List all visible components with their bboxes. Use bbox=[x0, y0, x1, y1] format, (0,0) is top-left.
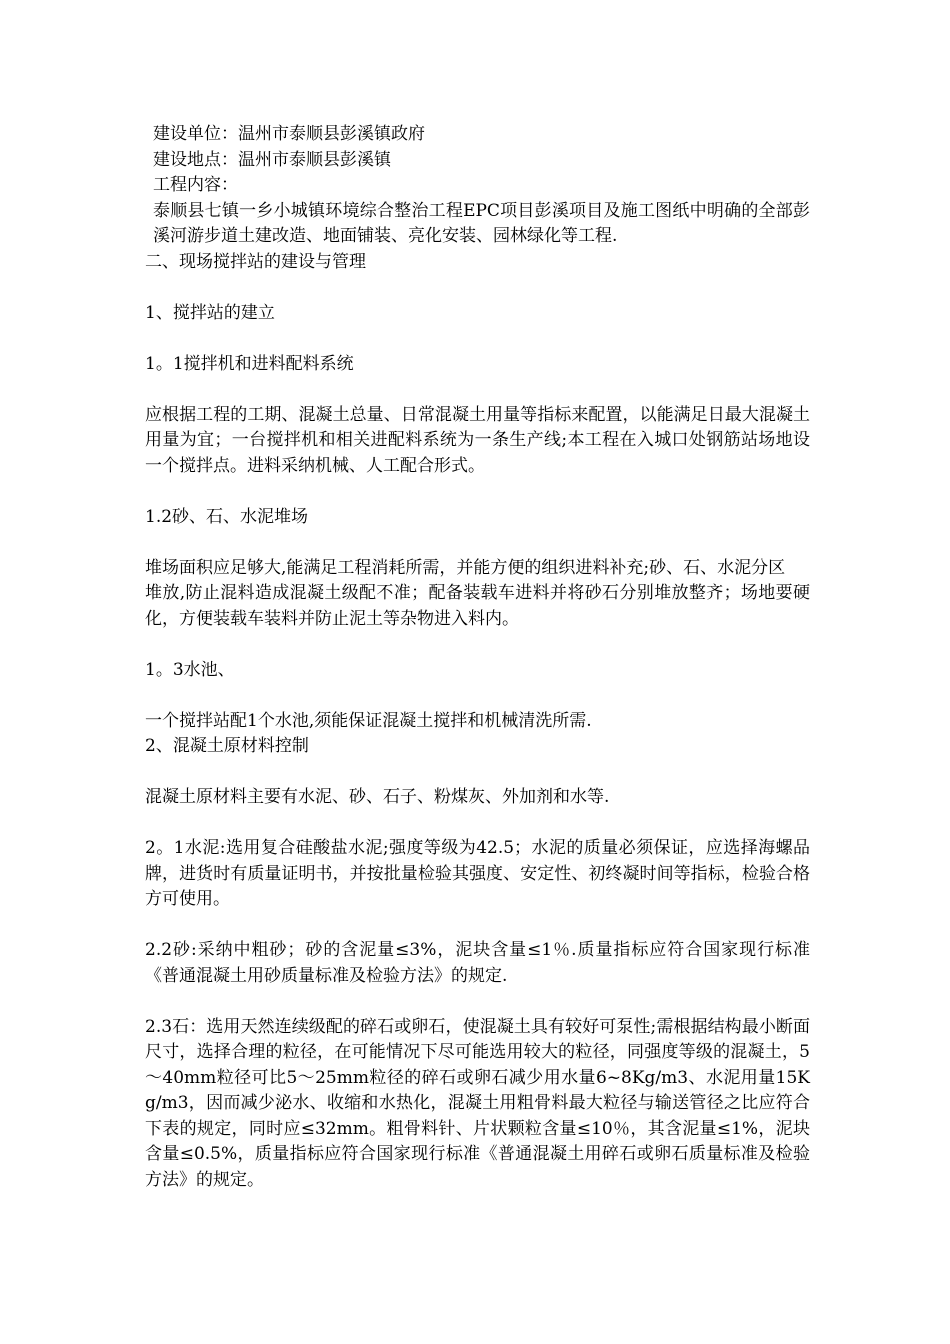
paragraph-project-content: 泰顺县七镇一乡小城镇环境综合整治工程EPC项目彭溪项目及施工图纸中明确的全部彭溪河游步道土建改造、地面铺装、亮化安装、园林绿化等工程. bbox=[153, 200, 810, 246]
subsection-heading-2: 2、混凝土原材料控制 bbox=[145, 736, 309, 756]
document-body bbox=[145, 122, 810, 1193]
paragraph-stockyard-1: 堆场面积应足够大,能满足工程消耗所需，并能方便的组织进料补充;砂、石、水泥分区 bbox=[145, 557, 786, 578]
subsection-heading-1: 1、搅拌站的建立 bbox=[145, 302, 275, 323]
paragraph-construction-unit: 建设单位：温州市泰顺县彭溪镇政府 bbox=[153, 124, 425, 144]
paragraph-construction-site: 建设地点：温州市泰顺县彭溪镇 bbox=[153, 149, 391, 170]
paragraph-stockyard-2: 堆放,防止混料造成混凝土级配不准；配备装载车进料并将砂石分别堆放整齐；场地要硬化，方便装载车装料并防止泥土等杂物进入料内。 bbox=[145, 583, 810, 629]
paragraph-cement: 2。1水泥:选用复合硅酸盐水泥;强度等级为42.5；水泥的质量必须保证，应选择海螺品牌，进货时有质量证明书，并按批量检验其强度、安定性、初终凝时间等指标，检验合格方可使用。 bbox=[145, 838, 810, 909]
subsection-heading-1-2: 1.2砂、石、水泥堆场 bbox=[145, 506, 309, 527]
paragraph-raw-materials: 混凝土原材料主要有水泥、砂、石子、粉煤灰、外加剂和水等. bbox=[145, 787, 610, 807]
paragraph-water-pool: 一个搅拌站配1个水池,须能保证混凝土搅拌和机械清洗所需. bbox=[145, 710, 592, 731]
paragraph-mixer-config: 应根据工程的工期、混凝土总量、日常混凝土用量等指标来配置，以能满足日最大混凝土用量为宜；一台搅拌机和相关进配料系统为一条生产线;本工程在入城口处钢筋站场地设一个搅拌点。进料采纳机械、人工配合形式。 bbox=[145, 404, 810, 476]
paragraph-stone: 2.3石：选用天然连续级配的碎石或卵石，使混凝土具有较好可泵性;需根据结构最小断面尺寸，选择合理的粒径，在可能情况下尽可能选用较大的粒径，同强度等级的混凝土，5～40mm粒径可比5～25mm粒径的碎石或卵石减少用水量6~8Kg/m3、水泥用量15Kg/m3，因而减少泌水、收缩和水热化，混凝土用粗骨料最大粒径与输送管径之比应符合下表的规定，同时应≤32mm。粗骨料针、片状颗粒含量≤10％，其含泥量≤1%，泥块含量≤0.5%，质量指标应符合国家现行标准《普通混凝土用碎石或卵石质量标准及检验方法》的规定。 bbox=[145, 1016, 810, 1190]
subsection-heading-1-1: 1。1搅拌机和进料配料系统 bbox=[145, 353, 354, 374]
section-heading-2: 二、现场搅拌站的建设与管理 bbox=[145, 251, 366, 272]
subsection-heading-1-3: 1。3水池、 bbox=[145, 659, 235, 680]
paragraph-project-content-label: 工程内容： bbox=[153, 175, 238, 195]
paragraph-sand: 2.2砂:采纳中粗砂；砂的含泥量≤3%，泥块含量≤1％.质量指标应符合国家现行标准《普通混凝土用砂质量标准及检验方法》的规定. bbox=[145, 940, 810, 986]
